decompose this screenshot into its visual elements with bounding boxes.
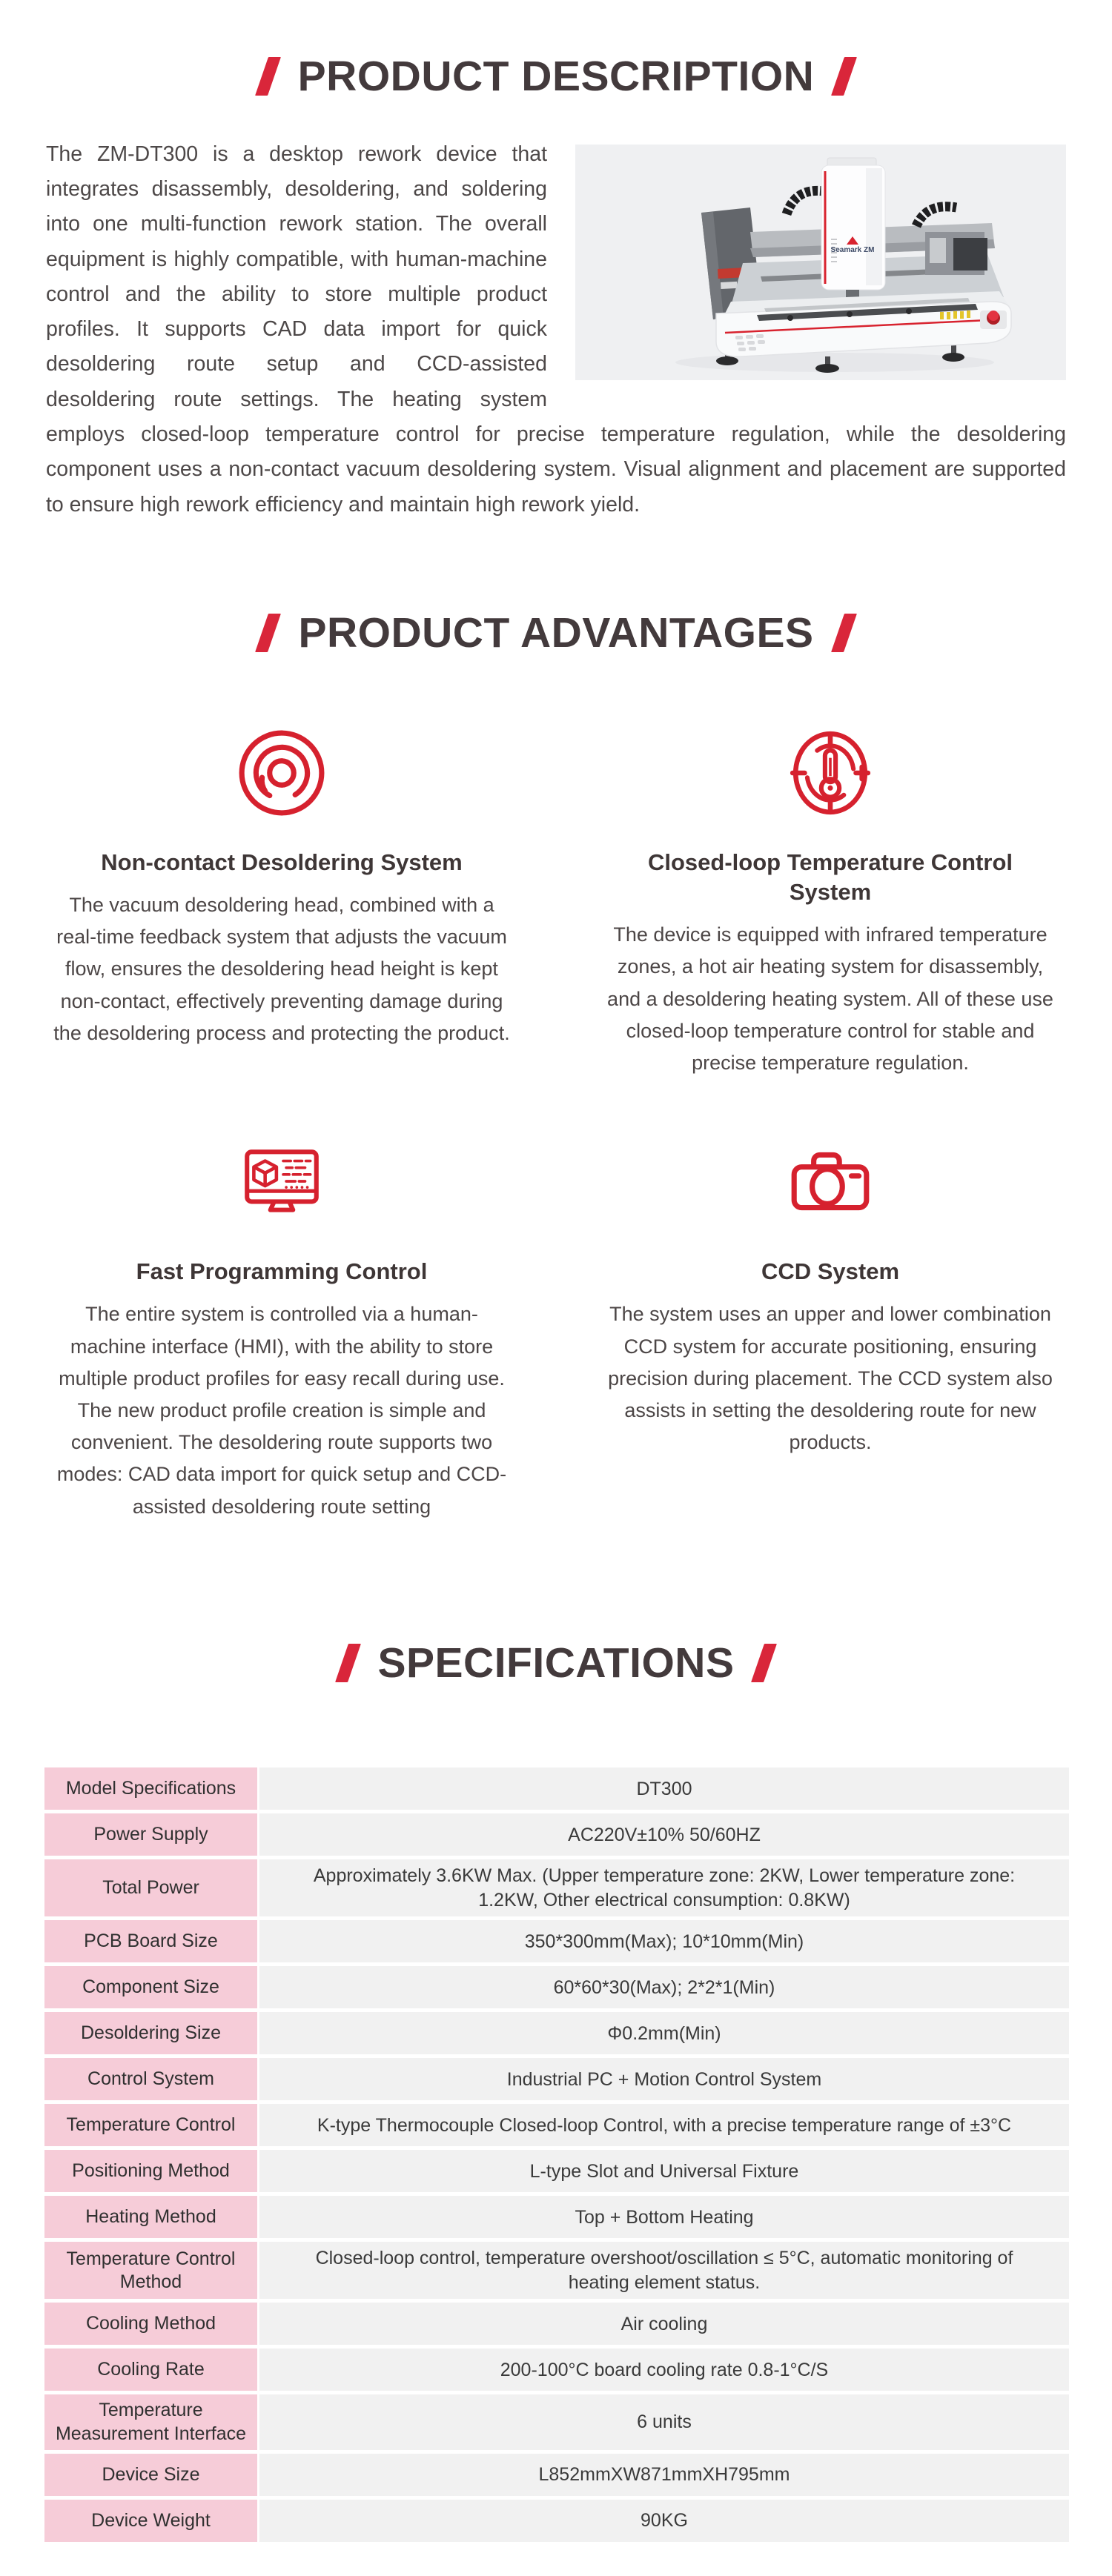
product-description-section (46, 137, 1066, 522)
specifications-table (44, 1767, 1069, 2542)
spec-label: Desoldering Size (44, 2012, 257, 2054)
section-title-text: SPECIFICATIONS (377, 1639, 735, 1687)
spec-value: AC220V±10% 50/60HZ (259, 1813, 1069, 1856)
table-row (44, 2454, 1069, 2496)
red-slash-icon (831, 614, 857, 652)
product-photo (575, 145, 1066, 380)
spec-value: Industrial PC + Motion Control System (259, 2058, 1069, 2100)
red-slash-icon (831, 57, 857, 96)
spec-label: Device Size (44, 2454, 257, 2496)
specifications-heading (0, 1640, 1112, 1687)
table-row (44, 2104, 1069, 2146)
feature-title: Closed-loop Temperature Control System (647, 849, 1013, 905)
spec-value: 200-100°C board cooling rate 0.8-1°C/S (259, 2348, 1069, 2391)
spec-label: Component Size (44, 1966, 257, 2008)
feature-body: The entire system is controlled via a human-machine interface (HMI), with the ability to store multiple product profiles for easy recall during use. The new product profile creation is simple and convenient. The desoldering route supports two modes: CAD data import for quick setup and CCD-assisted desoldering route setting (56, 1303, 507, 1518)
spec-value: L852mmXW871mmXH795mm (259, 2454, 1069, 2496)
table-row (44, 2394, 1069, 2450)
spec-value: 6 units (259, 2394, 1069, 2450)
spec-label: Cooling Method (44, 2303, 257, 2345)
table-row (44, 1859, 1069, 1916)
table-row (44, 2150, 1069, 2192)
table-row (44, 2500, 1069, 2542)
spec-label: Cooling Rate (44, 2348, 257, 2391)
table-row (44, 1813, 1069, 1856)
spec-label: Temperature Control Method (44, 2242, 257, 2299)
table-row (44, 2242, 1069, 2299)
table-row (44, 2348, 1069, 2391)
spec-value: Approximately 3.6KW Max. (Upper temperature zone: 2KW, Lower temperature zone: 1.2KW, Other electrical consumption: 0.8KW) (259, 1859, 1069, 1916)
table-row (44, 1767, 1069, 1810)
spec-value: K-type Thermocouple Closed-loop Control, with a precise temperature range of ±3°C (259, 2104, 1069, 2146)
spec-label: Model Specifications (44, 1767, 257, 1810)
spec-value: Air cooling (259, 2303, 1069, 2345)
red-slash-icon (752, 1644, 778, 1682)
spec-value: 60*60*30(Max); 2*2*1(Min) (259, 1966, 1069, 2008)
red-slash-icon (255, 57, 281, 96)
spec-value: Φ0.2mm(Min) (259, 2012, 1069, 2054)
spec-value: 350*300mm(Max); 10*10mm(Min) (259, 1920, 1069, 1962)
spec-label: Total Power (44, 1859, 257, 1916)
spec-label: Device Weight (44, 2500, 257, 2542)
table-row (44, 2012, 1069, 2054)
description-paragraph: The ZM-DT300 is a desktop rework device that integrates disassembly, desoldering, and soldering into one multi-function rework station. The overall equipment is highly compatible, with human-machine control and the ability to store multiple product profiles. It supports CAD data import for quick desoldering route setup and CCD-assisted desoldering route settings. The heating system employs closed-loop temperature control for precise temperature regulation, while the desoldering component uses a non-contact vacuum desoldering system. Visual alignment and placement are supported to ensure high rework efficiency and maintain high rework yield. (46, 142, 1066, 517)
spec-label: Power Supply (44, 1813, 257, 1856)
feature-non-contact-desoldering (30, 728, 534, 1080)
feature-ccd-system (578, 1137, 1082, 1523)
spec-value: L-type Slot and Universal Fixture (259, 2150, 1069, 2192)
vacuum-spiral-icon (236, 728, 327, 818)
spec-value: Top + Bottom Heating (259, 2196, 1069, 2238)
table-row (44, 2303, 1069, 2345)
product-advantages-heading (0, 610, 1112, 657)
spec-label: Temperature Measurement Interface (44, 2394, 257, 2450)
table-row (44, 1920, 1069, 1962)
spec-label: Heating Method (44, 2196, 257, 2238)
feature-title: Non-contact Desoldering System (101, 849, 463, 875)
spec-label: Temperature Control (44, 2104, 257, 2146)
section-title-text: PRODUCT DESCRIPTION (297, 53, 815, 100)
spec-value: Closed-loop control, temperature overshoot/oscillation ≤ 5°C, automatic monitoring of heating element status. (259, 2242, 1069, 2299)
brand-label: Seamark ZM (813, 236, 892, 254)
red-slash-icon (255, 614, 281, 652)
features-grid (30, 728, 1082, 1523)
section-title-text: PRODUCT ADVANTAGES (298, 608, 814, 657)
red-slash-icon (335, 1644, 361, 1682)
monitor-cad-icon (236, 1137, 327, 1227)
spec-value: DT300 (259, 1767, 1069, 1810)
thermometer-icon (785, 728, 876, 818)
feature-body: The vacuum desoldering head, combined with a real-time feedback system that adjusts the vacuum flow, ensures the desoldering head height is kept non-contact, effectively preventing damage during the desoldering process and protecting the product. (53, 893, 510, 1044)
rework-machine-illustration (575, 145, 1066, 380)
feature-title: Fast Programming Control (136, 1258, 428, 1285)
spec-label: Control System (44, 2058, 257, 2100)
feature-title: CCD System (761, 1258, 900, 1285)
table-row (44, 2196, 1069, 2238)
feature-body: The system uses an upper and lower combination CCD system for accurate positioning, ensuring precision during placement. The CCD system also assists in setting the desoldering route for new products. (608, 1303, 1053, 1454)
feature-body: The device is equipped with infrared temperature zones, a hot air heating system for disassembly, and a desoldering heating system. All of these use closed-loop temperature control for stable and precise temperature regulation. (607, 923, 1053, 1074)
table-row (44, 2058, 1069, 2100)
product-description-heading (0, 53, 1112, 100)
table-row (44, 1966, 1069, 2008)
spec-value: 90KG (259, 2500, 1069, 2542)
feature-fast-programming (30, 1137, 534, 1523)
spec-label: Positioning Method (44, 2150, 257, 2192)
feature-closed-loop-temperature (578, 728, 1082, 1080)
spec-label: PCB Board Size (44, 1920, 257, 1962)
camera-icon (785, 1137, 876, 1227)
